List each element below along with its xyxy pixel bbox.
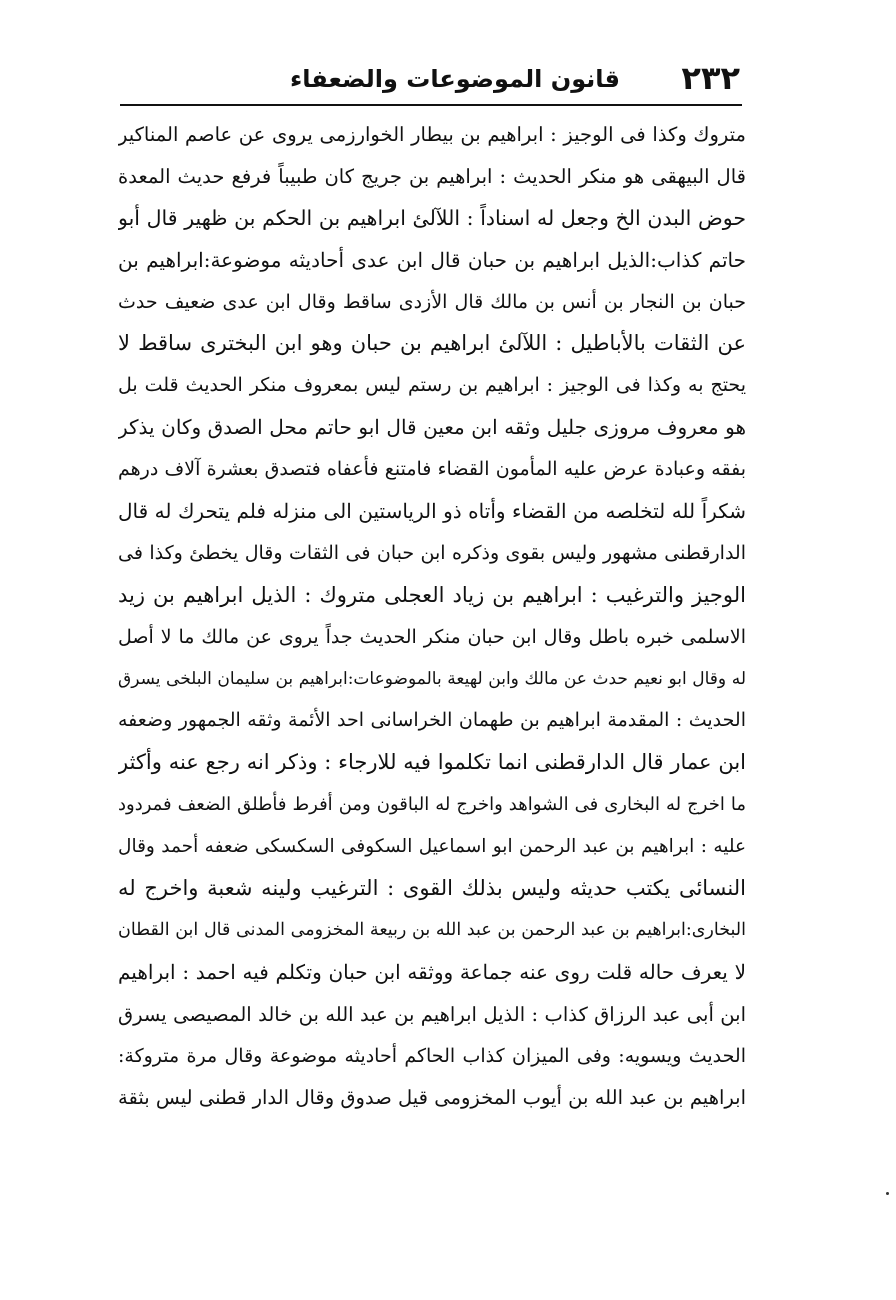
scan-speck	[886, 1192, 889, 1195]
text-line: ابراهيم بن عبد الله بن أيوب المخزومى قيل صدوق وقال الدار قطنى ليس بثقة	[118, 1086, 746, 1110]
text-line: الدارقطنى مشهور وليس بقوى وذكره ابن حبان فى الثقات وقال يخطئ وكذا فى	[118, 541, 746, 564]
text-line: له وقال ابو نعيم حدث عن مالك وابن لهيعة بالموضوعات:ابراهيم بن سليمان البلخى يسرق	[118, 668, 746, 689]
text-line: الوجيز والترغيب : ابراهيم بن زياد العجلى متروك : الذيل ابراهيم بن زيد	[118, 582, 746, 607]
text-line: حوض البدن الخ وجعل له اسناداً : اللآلئ ابراهيم بن الحكم بن ظهير قال أبو	[118, 205, 746, 230]
text-line: لا يعرف حاله قلت روى عنه جماعة ووثقه ابن حبان وتكلم فيه احمد : ابراهيم	[118, 959, 746, 984]
text-line: حاتم كذاب:الذيل ابراهيم بن حبان قال ابن عدى أحاديثه موضوعة:ابراهيم بن	[118, 247, 746, 272]
body-text	[118, 114, 746, 1284]
page-header	[120, 58, 740, 104]
text-line: ما اخرج له البخارى فى الشواهد واخرج له الباقون ومن أفرط فأطلق الضعف فمردود	[118, 794, 746, 816]
text-line: عليه : ابراهيم بن عبد الرحمن ابو اسماعيل السكوفى السكسكى ضعفه أحمد وقال	[118, 836, 746, 858]
text-line: يحتج به وكذا فى الوجيز : ابراهيم بن رستم ليس بمعروف منكر الحديث قلت بل	[118, 374, 746, 397]
text-line: ابن أبى عبد الرزاق كذاب : الذيل ابراهيم بن عبد الله بن خالد المصيصى يسرق	[118, 1002, 746, 1026]
running-title: قانون الموضوعات والضعفاء	[289, 65, 620, 93]
text-line: الحديث : المقدمة ابراهيم بن طهمان الخراسانى احد الأئمة وثقه الجمهور وضعفه	[118, 709, 746, 732]
text-line: بفقه وعبادة عرض عليه المأمون القضاء فامتنع فأعفاه فتصدق بعشرة آلاف درهم	[118, 458, 746, 481]
text-line: متروك وكذا فى الوجيز : ابراهيم بن بيطار الخوارزمى يروى عن عاصم المناكير	[118, 123, 746, 146]
text-line: النسائى يكتب حديثه وليس بذلك القوى : الترغيب ولينه شعبة واخرج له	[118, 876, 746, 901]
text-line: حبان بن النجار بن أنس بن مالك قال الأزدى ساقط وقال ابن عدى ضعيف حدث	[118, 290, 746, 313]
page-number: ٢٣٢	[681, 59, 740, 97]
text-line: ابن عمار قال الدارقطنى انما تكلموا فيه للارجاء : وذكر انه رجع عنه وأكثر	[118, 750, 746, 775]
text-line: الحديث ويسويه: وفى الميزان كذاب الحاكم أحاديثه موضوعة وقال مرة متروكة:	[118, 1044, 746, 1067]
header-rule	[120, 104, 742, 106]
text-line: شكراً لله لتخلصه من القضاء وأتاه ذو الرياستين الى منزله فلم يتحرك له قال	[118, 499, 746, 524]
text-line: عن الثقات بالأباطيل : اللآلئ ابراهيم بن حبان وهو ابن البخترى ساقط لا	[118, 331, 746, 356]
text-line: هو معروف مروزى جليل وثقه ابن معين قال ابو حاتم محل الصدق وكان يذكر	[118, 415, 746, 440]
text-line: الاسلمى خبره باطل وقال ابن حبان منكر الحديث جداً يروى عن مالك ما لا أصل	[118, 625, 746, 648]
text-line: قال البيهقى هو منكر الحديث : ابراهيم بن جريج كان طبيباً فرفع حديث المعدة	[118, 164, 746, 188]
text-line: البخارى:ابراهيم بن عبد الرحمن بن عبد الله بن ربيعة المخزومى المدنى قال ابن القطان	[118, 919, 746, 940]
